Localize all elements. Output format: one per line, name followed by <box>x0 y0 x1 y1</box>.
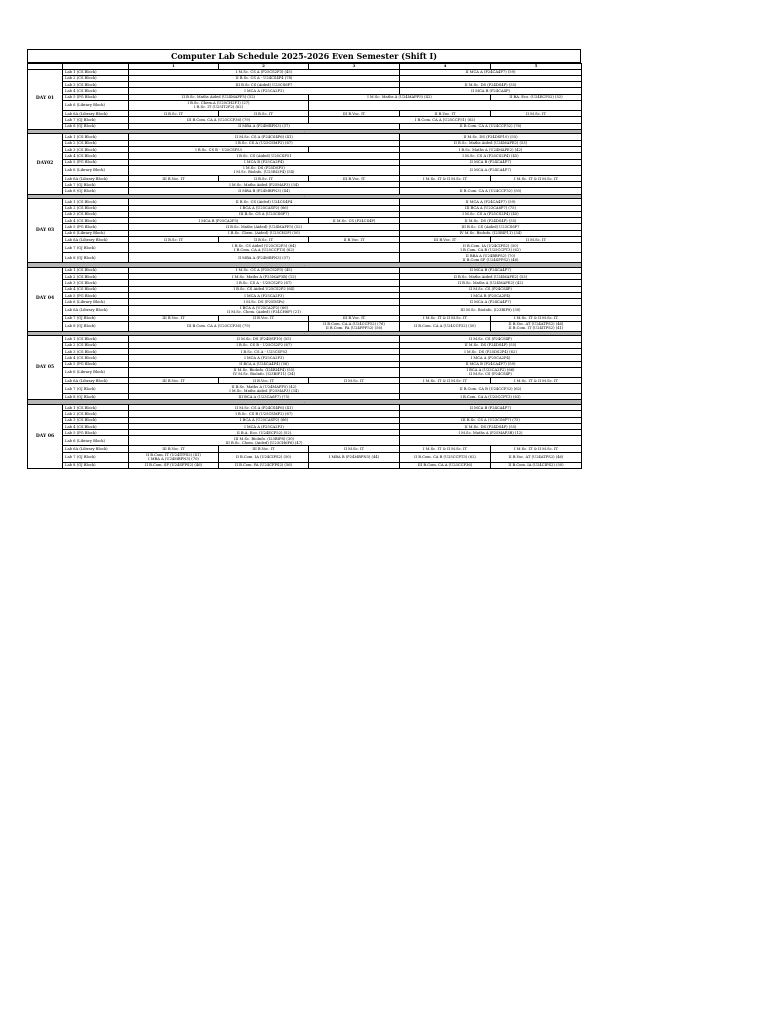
schedule-cell: II M.Sc. CS A (P24CS4P6) (41) <box>129 404 400 410</box>
lab-name: Lab 4 (CS Block) <box>63 286 129 292</box>
lab-name: Lab 6 (Library Block) <box>63 367 129 377</box>
separator-cell: - <box>28 194 582 199</box>
lab-name: Lab 5 (PG Block) <box>63 430 129 436</box>
schedule-cell: I MCA A (P25CA2P3) <box>129 293 400 299</box>
lab-name: Lab 6 (Library Block) <box>63 165 129 175</box>
schedule-cell <box>309 100 582 110</box>
schedule-cell <box>309 462 400 468</box>
schedule-cell <box>129 305 400 315</box>
schedule-cell: II B.Sc. Maths Aided (U24MAPF5) (52) <box>129 94 309 100</box>
lab-name: Lab 6 (Library Block) <box>63 100 129 110</box>
table-row <box>28 436 582 446</box>
period-header: 1 <box>129 64 219 70</box>
schedule-cell: III B.Voc. IT <box>309 315 400 321</box>
schedule-cell: I M.Sc. IT & II M.Sc. IT <box>400 315 491 321</box>
lab-name: Lab 6A (Library Block) <box>63 175 129 181</box>
schedule-cell: I MCA A (P25CA2P4) <box>400 355 582 361</box>
schedule-cell: II B.Com. CA B (U24CCF52) (62) <box>400 384 582 394</box>
schedule-cell: I M.Sc. IT & II M.Sc. IT <box>491 315 582 321</box>
schedule-table <box>27 63 582 469</box>
cell-line: I BCA A (U25CA2P2) (66) <box>240 306 288 311</box>
schedule-cell: II B.Com. CA A (U24CCF52) (76) <box>400 123 582 129</box>
lab-name: Lab 3 (CS Block) <box>63 82 129 88</box>
schedule-cell: II B.Sc. IT <box>129 237 219 243</box>
lab-name: Lab 8 (GJ Block) <box>63 123 129 129</box>
schedule-cell: I M.Sc. IT & II M.Sc. IT <box>400 446 491 452</box>
lab-name: Lab 6 (Library Block) <box>63 299 129 305</box>
lab-name: Lab 1 (CS Block) <box>63 69 129 75</box>
schedule-cell: III B.Sc CS (Aided) U23CS6P7 <box>129 82 400 88</box>
schedule-cell: I B.Sc. CS B (U25CSMP2) (67) <box>129 411 400 417</box>
schedule-cell: II M.Sc. DS (P24DSP10) (55) <box>129 336 400 342</box>
lab-name: Lab 7 (GJ Block) <box>63 243 129 253</box>
schedule-cell: II M.Sc. DS (P24DSP10) (55) <box>400 134 582 140</box>
lab-name: Lab 6A (Library Block) <box>63 237 129 243</box>
schedule-cell: II B.Voc. AT (U24ATPS2) (46) <box>491 452 582 462</box>
schedule-cell: I M.Sc. IT & II M.Sc. IT <box>491 175 582 181</box>
lab-name: Lab 2 (CS Block) <box>63 75 129 81</box>
schedule-cell: I MBA B (P24MBPN3) (44) <box>309 452 400 462</box>
schedule-cell: I M.Sc. DS (P25DSPs) <box>129 299 400 305</box>
cell-line: I MBA A (U24MBPN3) (70) <box>148 457 199 462</box>
schedule-cell <box>400 253 582 263</box>
table-row <box>28 452 582 462</box>
cell-line: IV M.Sc. BioInfo. (I23BIP11) (34) <box>232 372 296 377</box>
schedule-cell: III B.Com. CA A (U23CCP36) (79) <box>129 321 309 331</box>
schedule-cell: III B.Voc. IT <box>219 446 309 452</box>
schedule-cell: I MCA B (P25CA2P4) <box>400 293 582 299</box>
schedule-cell <box>400 436 582 446</box>
table-row <box>28 462 582 468</box>
cell-line: II B.Sc. Maths A (U24MAPF5) (42) <box>231 384 297 389</box>
schedule-cell: III M.Sc. BioInfo. (I23BIP8) (30) <box>400 305 582 315</box>
schedule-cell: I M.Sc. Maths A (U24MAPF5) (42) <box>309 94 491 100</box>
schedule-cell: II B.Sc. IT <box>219 175 309 181</box>
lab-name: Lab 6 (Library Block) <box>63 436 129 446</box>
schedule-cell: III B.Voc. IT <box>309 110 400 116</box>
schedule-cell <box>309 321 400 331</box>
schedule-cell: I M.Sc. IT & II M.Sc. IT <box>491 446 582 452</box>
schedule-cell: II B.Sc. IT <box>129 110 219 116</box>
schedule-cell: II B.Com. SF (U24SFPS2) (46) <box>129 462 219 468</box>
schedule-cell <box>129 384 400 394</box>
schedule-cell <box>129 100 309 110</box>
lab-name: Lab 2 (CS Block) <box>63 274 129 280</box>
schedule-cell: I M.Sc. CS A (P25CS2F3) (45) <box>129 69 400 75</box>
schedule-cell: II B.Com. IA (U24CIPS2) (50) <box>491 462 582 468</box>
schedule-cell: II B.Com. CA B (U25CCPT3) (62) <box>400 452 491 462</box>
schedule-cell: I MCA A (P25CA2P3) <box>129 88 400 94</box>
cell-line: I M.Sc. Biolnfo. (U25BI2P4) (54) <box>233 170 295 175</box>
lab-name: Lab 3 (CS Block) <box>63 280 129 286</box>
lab-name: Lab 6A (Library Block) <box>63 110 129 116</box>
cell-line: II BBA A (U24BBPS2) (70) <box>465 253 516 258</box>
lab-name: Lab 2 (CS Block) <box>63 140 129 146</box>
cell-line: I M.Sc. DS (P25DSP5) <box>243 166 285 171</box>
lab-name: Lab 4 (CS Block) <box>63 218 129 224</box>
schedule-cell: I BCA A (U25CASP2) (66) <box>129 417 400 423</box>
cell-line: II B.Com SF (U24SFPS2) (46) <box>462 257 519 262</box>
lab-name: Lab 7 (GJ Block) <box>63 117 129 123</box>
schedule-cell: II M.Sc. DS (P24DS4P) (55) <box>400 342 582 348</box>
schedule-cell <box>400 243 582 253</box>
schedule-cell: II B.Sc. Maths A (U24MAPE2) (42) <box>400 280 582 286</box>
schedule-cell: I M.Sc. Maths A (P25MAP3B) (12) <box>400 430 582 436</box>
schedule-cell: I MCA B (P25CA2P4) <box>129 159 400 165</box>
lab-name: Lab 2 (CS Block) <box>63 411 129 417</box>
schedule-cell: IV M.Sc. BioInfo. (I23BIP11) (34) <box>400 230 582 236</box>
schedule-cell: I B.Sc. CS B - U25CS2P2 (67) <box>129 342 400 348</box>
schedule-cell: III B.Voc. IT <box>129 446 219 452</box>
table-row <box>28 243 582 253</box>
schedule-cell: II B.Sc. IT <box>219 237 309 243</box>
schedule-cell: II B.Voc. IT <box>309 237 400 243</box>
schedule-cell: II MBA B (P24MBPN3) (44) <box>129 188 400 194</box>
lab-name: Lab 4 (CS Block) <box>63 355 129 361</box>
schedule-cell: II MCA A (P24CA4P7) <box>400 299 582 305</box>
schedule-cell: II B.Com. IA (U24CIPS2) (50) <box>219 452 309 462</box>
schedule-cell: II M.Sc. CS (P24CS4P) <box>400 336 582 342</box>
schedule-cell: II B.Sc. Maths Aided (U24MAPE2) (53) <box>400 274 582 280</box>
cell-line: II B.Com. CA A (U24CCF52) (76) <box>323 322 385 327</box>
cell-line: III M.Sc. BioInfo. (I23BIP8) (30) <box>234 436 294 441</box>
lab-name: Lab 5 (PG Block) <box>63 159 129 165</box>
schedule-cell: I B.Sc. CS A (U25CSMP2) (67) <box>129 140 400 146</box>
day-label: DAY 04 <box>28 267 63 331</box>
schedule-cell: I B.Sc. CS A - U25CSP53 <box>129 349 400 355</box>
cell-line: I M.Sc. Maths Aided (P25MAP3) (34) <box>229 388 299 393</box>
schedule-cell: II B.Voc. IT <box>219 315 309 321</box>
schedule-cell: II MCA B (P24CA4P7) <box>400 404 582 410</box>
period-header: 2 <box>219 64 309 70</box>
table-row <box>28 165 582 175</box>
cell-line: I B.Sc. CS Aided (U25CS2P3) (64) <box>232 243 296 248</box>
lab-name: Lab 1 (CS Block) <box>63 336 129 342</box>
period-header: 5 <box>491 64 582 70</box>
separator-cell: - <box>28 400 582 405</box>
schedule-cell: II MCA A (P24CA4P7) <box>400 165 582 175</box>
cell-line: I B.Com. CA A (U25CCPT3) (62) <box>233 247 295 252</box>
day-label: DAY 06 <box>28 404 63 468</box>
schedule-cell: II M.Sc. IT <box>309 446 400 452</box>
lab-name: Lab 8 (GJ Block) <box>63 321 129 331</box>
schedule-cell: II B.Sc. IT <box>219 110 309 116</box>
schedule-cell: II MCA B (P24CA4P7) (59) <box>400 361 582 367</box>
table-row <box>28 100 582 110</box>
lab-name: Lab 6A (Library Block) <box>63 377 129 383</box>
schedule-cell: III B.Voc. IT <box>400 237 491 243</box>
schedule-cell <box>129 243 400 253</box>
schedule-cell: I B.Sc. CS A - U25CS2P2 (67) <box>129 280 400 286</box>
schedule-cell: I MCA A (P25CA2P3) <box>129 355 400 361</box>
schedule-cell: II MCA A (P24CA4P7) (59) <box>400 199 582 205</box>
schedule-cell: I BCA A (U25CASP2) (66) <box>129 205 400 211</box>
table-row <box>28 305 582 315</box>
schedule-cell: I B.Sc. Chem. (Aided) (U25CH2P) (50) <box>129 230 400 236</box>
schedule-cell: I M.Sc. IT & II M.Sc. IT <box>400 175 491 181</box>
schedule-cell: II B.A. Eco. (U24ECP52) (52) <box>129 430 400 436</box>
schedule-cell: II BA. Eco. (U24ECP52) (52) <box>491 94 582 100</box>
lab-name: Lab 7 (GJ Block) <box>63 315 129 321</box>
lab-name: Lab 6 (Library Block) <box>63 230 129 236</box>
schedule-cell: I B.Sc. CS B - U25CSP53 <box>129 146 309 152</box>
schedule-cell: II B.Com. PA (U24CFPS2) (56) <box>219 462 309 468</box>
lab-name: Lab 3 (CS Block) <box>63 349 129 355</box>
schedule-cell: I B.Com. CA A (U25CCPT3) (63) <box>400 394 582 400</box>
schedule-cell: III B.Voc. IT <box>129 315 219 321</box>
table-row <box>28 367 582 377</box>
schedule-cell: II MBA A (P24MBPN3) (37) <box>129 253 400 263</box>
lab-name: Lab 3 (CS Block) <box>63 417 129 423</box>
schedule-sheet <box>27 49 581 469</box>
lab-name: Lab 6A (Library Block) <box>63 305 129 315</box>
schedule-cell: I M.Sc. IT & II M.Sc. IT <box>491 377 582 383</box>
cell-line: I B.Sc. IT (U25IT2P2) (62) <box>193 105 244 110</box>
schedule-cell: III B.Sc. CS A (U23CS6P7) (75) <box>400 417 582 423</box>
lab-name: Lab 8 (GJ Block) <box>63 188 129 194</box>
schedule-cell: III BCA A (U23CA6P7) (75) <box>400 205 582 211</box>
schedule-cell: III B.Voc. IT <box>309 175 400 181</box>
schedule-cell: I M.Sc. Maths Aided (P25MAP3) (34) <box>129 182 400 188</box>
lab-name: Lab 5 (PG Block) <box>63 224 129 230</box>
schedule-cell <box>129 436 400 446</box>
cell-line: II M.Sc. BioInfo. (I24BI4P4) (55) <box>233 368 295 373</box>
cell-line: III B.Sc. Chem. (Aided) (U23CH6P6) (47) <box>225 440 303 445</box>
schedule-cell: II B.Com. CA A (U24CCF52) (50) <box>400 188 582 194</box>
lab-name: Lab 8 (GJ Block) <box>63 462 129 468</box>
schedule-cell: II MCA B (P24CA4P7) <box>400 267 582 273</box>
lab-name: Lab 7 (GJ Block) <box>63 452 129 462</box>
schedule-cell: I B.Sc. CS Aided U25CS2P2 (64) <box>129 286 400 292</box>
schedule-cell: III B.Sc. CS (Aided) U23CS6P7 <box>400 224 582 230</box>
lab-name: Lab 8 (GJ Block) <box>63 394 129 400</box>
schedule-cell: II B.Voc. IT <box>400 110 491 116</box>
separator-cell: - <box>28 331 582 336</box>
schedule-cell: II B.Com. CA A (U24CCF52) (50) <box>400 321 491 331</box>
schedule-cell: II B.Sc. CS A - U24CS4P4 (78) <box>129 75 400 81</box>
schedule-cell: II MCA A (P24CA4P7) (59) <box>400 69 582 75</box>
schedule-cell <box>129 165 400 175</box>
schedule-cell: III BCA A (U23CA6P7) (75) <box>129 394 400 400</box>
cell-line: I BCA A (U25CA2P2) (66) <box>466 368 515 373</box>
table-row <box>28 253 582 263</box>
schedule-cell: II B.Voc. IT <box>219 377 309 383</box>
separator-cell: - <box>28 129 582 134</box>
schedule-cell: II M.Sc. IT <box>491 237 582 243</box>
period-header: 4 <box>400 64 491 70</box>
lab-name: Lab 3 (CS Block) <box>63 211 129 217</box>
day-label: DAY 01 <box>28 69 63 129</box>
day-label: DAY 05 <box>28 336 63 400</box>
lab-name: Lab 1 (CS Block) <box>63 134 129 140</box>
lab-name: Lab 1 (CS Block) <box>63 267 129 273</box>
schedule-cell: II M.Sc. IT <box>491 110 582 116</box>
cell-line: II B.Com. IA (U24CIPS2) (50) <box>462 243 519 248</box>
schedule-cell: II MCA B (P24CA4P7) <box>400 159 582 165</box>
schedule-cell: I MCA B (P25CA2P3) <box>129 218 309 224</box>
schedule-cell: III B.Voc. IT <box>129 377 219 383</box>
schedule-cell: II M.Sc. DS (P24DS4P) (55) <box>400 218 582 224</box>
schedule-cell: II M.Sc. CS A (P24CS4P6) (41) <box>129 134 400 140</box>
schedule-cell: I M.Sc. DS (P25DS2P4) (62) <box>400 349 582 355</box>
lab-name: Lab 3 (CS Block) <box>63 146 129 152</box>
schedule-cell: II M.Sc. CS (P24CS4P) <box>309 218 400 224</box>
schedule-cell <box>491 321 582 331</box>
schedule-cell: II B.Sc. Maths Aided (U24MAPE2) (53) <box>400 140 582 146</box>
cell-line: II M.Sc. Chem. (Aided) (P24CH6P) (21) <box>227 310 301 315</box>
schedule-cell: III B.Voc. IT <box>129 175 219 181</box>
lab-name: Lab 8 (GJ Block) <box>63 253 129 263</box>
lab-name: Lab 2 (CS Block) <box>63 342 129 348</box>
schedule-cell <box>400 367 582 377</box>
schedule-cell: II M.Sc. DS (P24DS4P) (55) <box>400 82 582 88</box>
schedule-cell: I B.Com. CA A (U25CCF51) (62) <box>309 117 582 123</box>
schedule-cell: II B.Sc. Maths (Aided) (U24MAPF5) (52) <box>129 224 400 230</box>
lab-name: Lab 1 (CS Block) <box>63 404 129 410</box>
cell-line: II B.Com. IT (U24ITPS2) (41) <box>146 453 201 458</box>
cell-line: I B.Sc. Chem.A (U25CH2P1) (27) <box>187 101 250 106</box>
schedule-cell: III B.Sc. CS A (U23CS6P7) <box>129 211 400 217</box>
schedule-cell: I M.Sc. CS A (P25CS2P4) (45) <box>400 153 582 159</box>
period-header: 3 <box>309 64 400 70</box>
lab-name: Lab 4 (CS Block) <box>63 153 129 159</box>
cell-line: II B.Com. IT (U24ITPS2) (41) <box>508 326 564 331</box>
schedule-cell: I B.Sc. CS (Aided) U25CSP51 <box>129 153 400 159</box>
table-row <box>28 384 582 394</box>
table-row <box>28 321 582 331</box>
schedule-cell: II M.Sc. IT <box>309 377 400 383</box>
schedule-cell: II M.Sc. DS (P24DS4P) (55) <box>400 423 582 429</box>
lab-name: Lab 4 (CS Block) <box>63 423 129 429</box>
schedule-cell <box>129 452 219 462</box>
schedule-cell: II M.Sc. CS (P24CS4P) <box>400 286 582 292</box>
schedule-cell <box>129 367 400 377</box>
page-title: Computer Lab Schedule 2025-2026 Even Semester (Shift I) <box>27 49 581 63</box>
lab-name: Lab 5 (PG Block) <box>63 293 129 299</box>
schedule-cell: I M.Sc. IT & II M.Sc. IT <box>400 377 491 383</box>
lab-name: Lab 2 (CS Block) <box>63 205 129 211</box>
lab-name: Lab 1 (CS Block) <box>63 199 129 205</box>
day-label: DAY 03 <box>28 199 63 263</box>
cell-line: I B.Com. CA B (U25CCPT3) (62) <box>460 247 521 252</box>
cell-line: II B.Com. PA (U24PPF52) (56) <box>325 326 383 331</box>
schedule-cell: II MCA B (P24CA4P) <box>400 88 582 94</box>
cell-line: II M.Sc. CS (P24CS4P) <box>469 372 512 377</box>
schedule-cell: II BCA A (U24CA4P4) (56) <box>129 361 400 367</box>
lab-name: Lab 7 (GJ Block) <box>63 182 129 188</box>
schedule-cell: I M.Sc. Maths A (P25MAP3B) (12) <box>129 274 400 280</box>
schedule-cell: II B.Sc. CS (Aided) U24CS4P4 <box>129 199 400 205</box>
lab-name: Lab 7 (GJ Block) <box>63 384 129 394</box>
separator-cell: - <box>28 263 582 268</box>
schedule-cell: III B.Com. CA A (U23CCP36) (79) <box>129 117 309 123</box>
lab-name: Lab 5 (PG Block) <box>63 94 129 100</box>
schedule-cell: III B.Com. CA A (U23CCP36) <box>400 462 491 468</box>
schedule-cell: I B.Sc. Maths A (U24MAPE2) (42) <box>400 146 582 152</box>
lab-name: Lab 5 (PG Block) <box>63 361 129 367</box>
schedule-cell: II MBA A (P24MBPN3) (37) <box>129 123 400 129</box>
lab-name: Lab 4 (CS Block) <box>63 88 129 94</box>
schedule-cell: I M.Sc. CS A (P25CS2P4) (45) <box>400 211 582 217</box>
cell-line: II B.Voc. AT (U24ATPS2) (46) <box>508 322 564 327</box>
day-label: DAY02 <box>28 134 63 194</box>
schedule-cell: I M.Sc. CS A (P25CS2P3) (45) <box>129 267 400 273</box>
lab-name: Lab 6A (Library Block) <box>63 446 129 452</box>
schedule-cell: I MCA A (P25CA2P3) <box>129 423 400 429</box>
